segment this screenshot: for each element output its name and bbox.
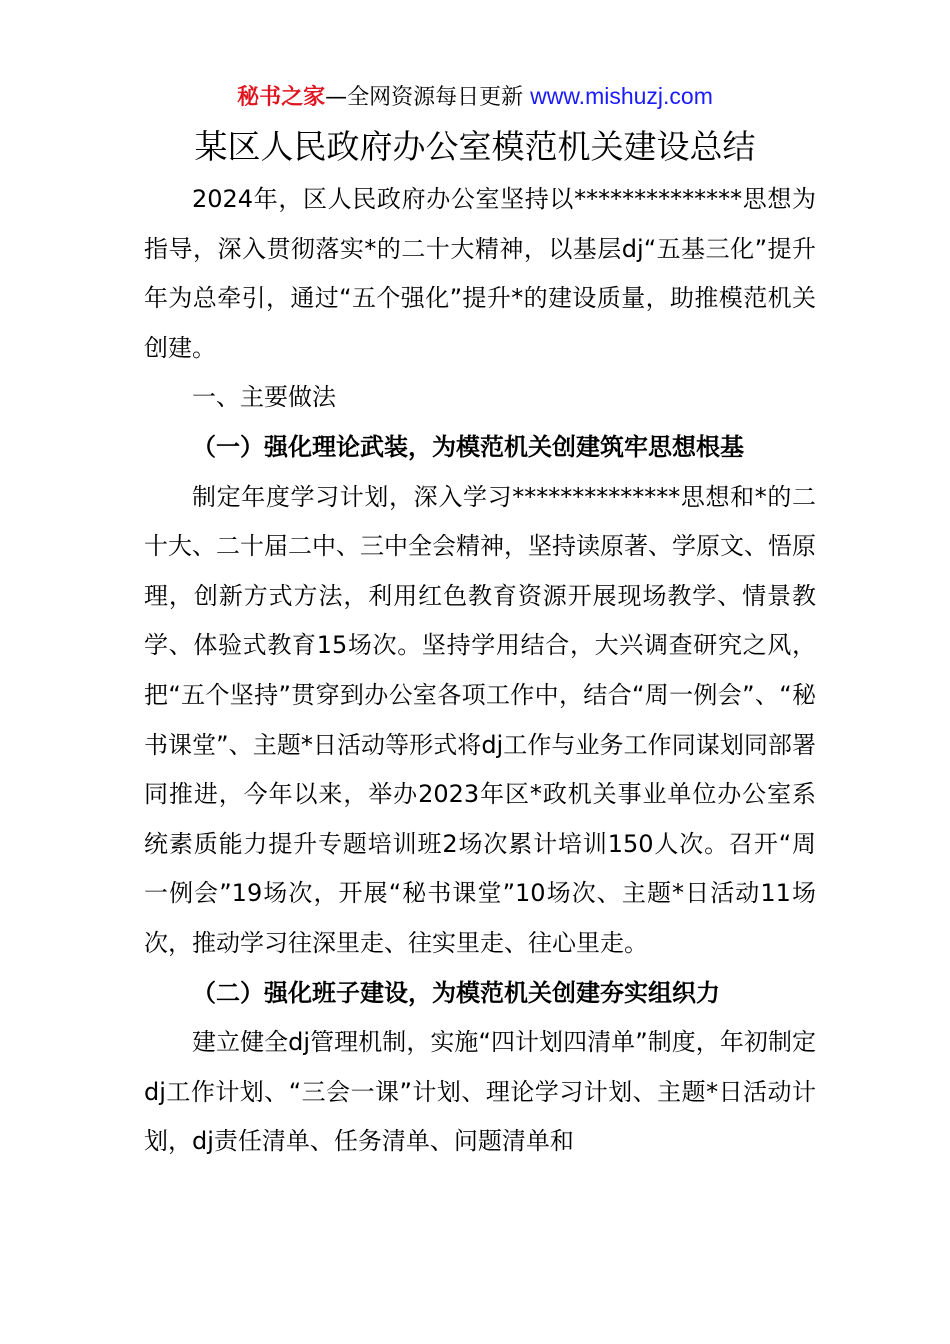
subsection-paragraph-team: 建立健全dj管理机制，实施“四计划四清单”制度，年初制定dj工作计划、“三会一课”计划、理论学习计划、主题*日活动计划，dj责任清单、任务清单、问题清单和 xyxy=(144,1028,816,1156)
subsection-heading-team: （二）强化班子建设，为模范机关创建夯实组织力 xyxy=(192,978,720,1007)
document-title: 某区人民政府办公室模范机关建设总结 xyxy=(194,127,756,166)
site-url-link[interactable]: www.mishuzj.com xyxy=(530,83,713,109)
subsection-heading-theory: （一）强化理论武装，为模范机关创建筑牢思想根基 xyxy=(192,432,744,461)
site-header xyxy=(0,80,950,114)
site-name: 秘书之家 xyxy=(237,85,326,110)
subsection-paragraph-theory: 制定年度学习计划，深入学习**************思想和*的二十大、二十届二中、三中全会精神，坚持读原著、学原文、悟原理，创新方式方法，利用红色教育资源开展现场教学、情景教学、体验式教育15场次。坚持学用结合，大兴调查研究之风，把“五个坚持”贯穿到办公室各项工作中，结合“周一例会”、“秘书课堂”、主题*日活动等形式将dj工作与业务工作同谋划同部署同推进，今年以来，举办2023年区*政机关事业单位办公室系统素质能力提升专题培训班2场次累计培训150人次。召开“周一例会”19场次，开展“秘书课堂”10场次、主题*日活动11场次，推动学习往深里走、往实里走、往心里走。 xyxy=(144,482,816,957)
document-body xyxy=(144,175,816,1167)
section-heading-main-practices: 一、主要做法 xyxy=(192,383,336,412)
intro-paragraph: 2024年，区人民政府办公室坚持以**************思想为指导，深入贯彻落实*的二十大精神，以基层dj“五基三化”提升年为总牵引，通过“五个强化”提升*的建设质量，助推模范机关创建。 xyxy=(144,185,816,362)
site-tagline: —全网资源每日更新 xyxy=(325,85,531,110)
